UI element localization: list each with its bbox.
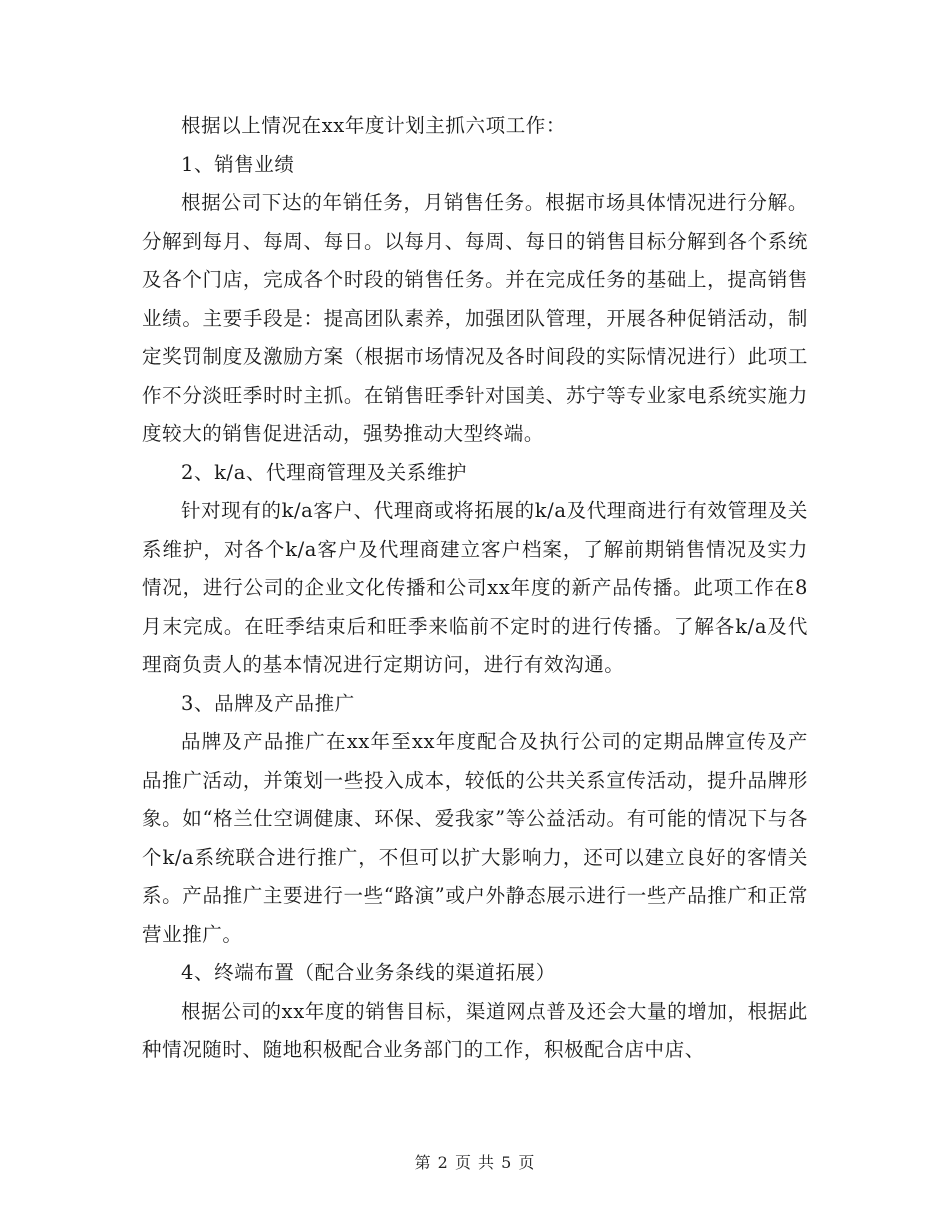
page-footer: 第 2 页 共 5 页: [414, 1153, 536, 1172]
paragraph-brand-promotion: 品牌及产品推广在xx年至xx年度配合及执行公司的定期品牌宣传及产品推广活动，并策划一些投入成本，较低的公共关系宣传活动，提升品牌形象。如“格兰仕空调健康、环保、爱我家”等公益活动。有可能的情况下与各个k/a系统联合进行推广，不但可以扩大影响力，还可以建立良好的客情关系。产品推广主要进行一些“路演”或户外静态展示进行一些产品推广和正常营业推广。: [142, 730, 808, 946]
heading-sales-performance: 1、销售业绩: [181, 152, 295, 176]
document-body: [142, 107, 808, 1070]
heading-terminal-layout: 4、终端布置（配合业务条线的渠道拓展）: [181, 961, 556, 984]
paragraph-sales-performance: 根据公司下达的年销任务，月销售任务。根据市场具体情况进行分解。分解到每月、每周、每日。以每月、每周、每日的销售目标分解到各个系统及各个门店，完成各个时段的销售任务。并在完成任务的基础上，提高销售业绩。主要手段是：提高团队素养，加强团队管理，开展各种促销活动，制定奖罚制度及激励方案（根据市场情况及各时间段的实际情况进行）此项工作不分淡旺季时时主抓。在销售旺季针对国美、苏宁等专业家电系统实施力度较大的销售促进活动，强势推动大型终端。: [142, 191, 808, 445]
paragraph-intro: 根据以上情况在xx年度计划主抓六项工作：: [181, 114, 566, 137]
heading-ka-agent-management: 2、k/a、代理商管理及关系维护: [181, 460, 468, 484]
heading-brand-promotion: 3、品牌及产品推广: [181, 691, 355, 715]
paragraph-ka-agent-management: 针对现有的k/a客户、代理商或将拓展的k/a及代理商进行有效管理及关系维护，对各个k/a客户及代理商建立客户档案，了解前期销售情况及实力情况，进行公司的企业文化传播和公司xx年度的新产品传播。此项工作在8月末完成。在旺季结束后和旺季来临前不定时的进行传播。了解各k/a及代理商负责人的基本情况进行定期访问，进行有效沟通。: [142, 499, 808, 676]
paragraph-terminal-layout: 根据公司的xx年度的销售目标，渠道网点普及还会大量的增加，根据此种情况随时、随地积极配合业务部门的工作，积极配合店中店、: [142, 999, 808, 1061]
